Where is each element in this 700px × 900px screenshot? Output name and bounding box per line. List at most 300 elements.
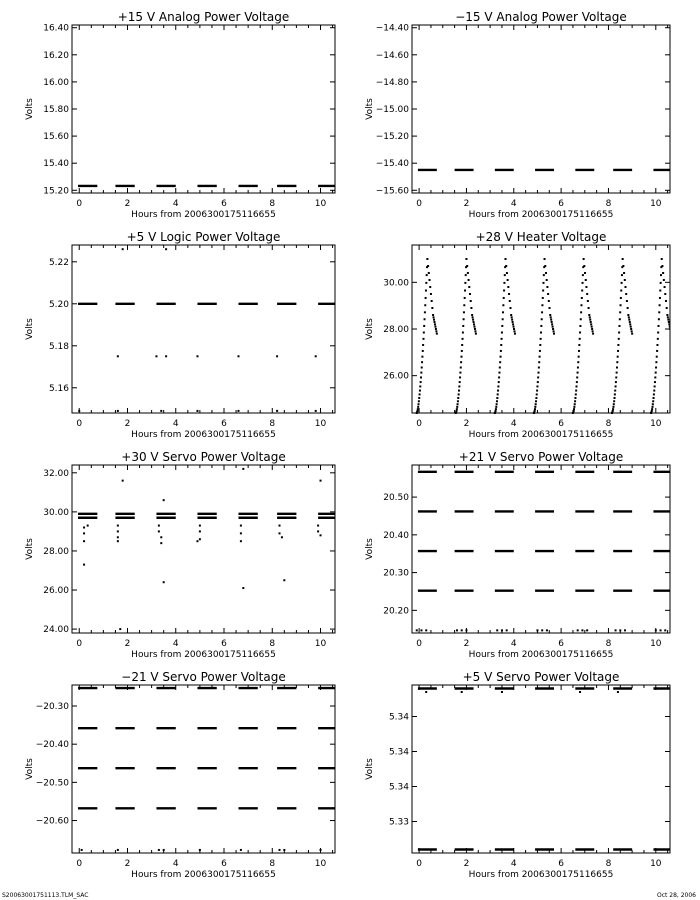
data-point (117, 536, 119, 538)
x-tick-label: 8 (269, 639, 276, 649)
data-point (417, 406, 419, 408)
data-point (536, 393, 538, 395)
data-point (504, 258, 506, 260)
data-point (240, 849, 242, 851)
data-point (613, 403, 615, 405)
y-tick-label: 5.34 (388, 782, 409, 793)
data-point (496, 400, 498, 402)
data-point (456, 406, 458, 408)
data-point (425, 282, 427, 284)
data-point (615, 385, 617, 387)
data-point (496, 403, 498, 405)
data-point (580, 318, 582, 320)
data-point (509, 307, 511, 309)
data-point (653, 390, 655, 392)
data-point (199, 525, 201, 527)
x-tick-label: 0 (76, 639, 83, 649)
data-point (667, 319, 669, 321)
data-point (654, 385, 656, 387)
data-point (117, 530, 119, 532)
data-point (513, 326, 515, 328)
x-tick-label: 4 (510, 859, 517, 869)
data-point (577, 361, 579, 363)
data-point (538, 361, 540, 363)
data-point (416, 410, 418, 412)
chart-panel-1 (25, 10, 335, 220)
data-point (546, 286, 548, 288)
data-point (83, 527, 85, 529)
data-point (616, 372, 618, 374)
chart-title: +21 V Servo Power Voltage (458, 450, 624, 464)
x-tick-label: 6 (558, 859, 564, 869)
data-point (199, 538, 201, 540)
data-point (473, 326, 475, 328)
y-axis-label: Volts (25, 98, 35, 120)
data-point (473, 321, 475, 323)
data-point (617, 356, 619, 358)
data-point (507, 279, 509, 281)
x-axis-label: Hours from 2006300175116655 (468, 870, 614, 880)
data-point (460, 356, 462, 358)
data-point (498, 381, 500, 383)
data-point (625, 293, 627, 295)
data-point (496, 397, 498, 399)
data-point (242, 587, 244, 589)
data-point (199, 849, 201, 851)
y-tick-label: −14.60 (375, 50, 409, 61)
x-tick-label: 10 (650, 639, 662, 649)
data-point (417, 408, 419, 410)
y-tick-label: 15.20 (43, 186, 69, 197)
data-point (465, 274, 467, 276)
data-point (652, 403, 654, 405)
data-point (419, 390, 421, 392)
data-point (592, 330, 594, 332)
data-point (455, 410, 457, 412)
data-point (500, 350, 502, 352)
data-point (581, 629, 583, 631)
x-tick-label: 0 (416, 639, 422, 649)
data-point (655, 629, 657, 631)
x-tick-label: 6 (558, 419, 564, 429)
data-point (117, 849, 119, 851)
data-point (502, 311, 504, 313)
y-tick-label: −20.40 (35, 740, 69, 751)
data-point (591, 328, 593, 330)
x-tick-label: 10 (650, 859, 662, 869)
data-point (457, 403, 459, 405)
y-tick-label: 20.50 (383, 493, 409, 504)
data-point (545, 272, 547, 274)
data-point (459, 376, 461, 378)
x-tick-label: 0 (416, 859, 422, 869)
chart-title: +28 V Heater Voltage (475, 230, 607, 244)
data-point (511, 316, 513, 318)
data-point (465, 258, 467, 260)
data-point (659, 297, 661, 299)
data-point (425, 691, 427, 693)
data-point (281, 536, 283, 538)
data-point (619, 629, 621, 631)
plot-frame (72, 245, 335, 413)
data-point (473, 323, 475, 325)
x-axis-label: Hours from 2006300175116655 (131, 430, 276, 440)
plot-frame (412, 685, 670, 853)
data-point (624, 279, 626, 281)
x-tick-label: 10 (314, 639, 327, 649)
x-tick-label: 6 (221, 419, 227, 429)
y-tick-label: −14.40 (375, 23, 409, 34)
x-tick-label: 0 (76, 859, 83, 869)
data-point (612, 410, 614, 412)
data-point (628, 316, 630, 318)
data-point (653, 393, 655, 395)
data-point (512, 323, 514, 325)
y-axis-label: Volts (365, 318, 375, 340)
y-tick-label: 15.80 (43, 105, 69, 115)
data-point (612, 408, 614, 410)
data-point (614, 390, 616, 392)
data-point (537, 376, 539, 378)
data-point (503, 290, 505, 292)
data-point (668, 321, 670, 323)
data-point (423, 325, 425, 327)
x-tick-label: 2 (463, 199, 470, 209)
data-point (501, 332, 503, 334)
data-point (119, 628, 121, 630)
x-tick-label: 8 (269, 199, 276, 209)
data-point (418, 397, 420, 399)
x-tick-label: 10 (314, 859, 327, 869)
data-point (551, 323, 553, 325)
data-point (548, 300, 550, 302)
data-point (421, 356, 423, 358)
y-axis-label: Volts (365, 538, 375, 560)
data-point (426, 274, 428, 276)
data-point (615, 376, 617, 378)
data-point (474, 328, 476, 330)
data-point (654, 376, 656, 378)
data-point (421, 361, 423, 363)
data-point (656, 350, 658, 352)
data-point (534, 410, 536, 412)
data-point (584, 272, 586, 274)
data-point (656, 356, 658, 358)
data-point (163, 849, 165, 851)
y-tick-label: 5.22 (48, 257, 69, 268)
y-tick-label: 5.20 (48, 299, 69, 310)
data-point (621, 282, 623, 284)
data-point (501, 629, 503, 631)
y-axis-label: Volts (25, 538, 35, 560)
data-point (419, 393, 421, 395)
data-point (458, 393, 460, 395)
data-point (658, 318, 660, 320)
data-point (544, 265, 546, 267)
data-point (468, 286, 470, 288)
data-point (464, 297, 466, 299)
data-point (498, 372, 500, 374)
data-point (514, 333, 516, 335)
data-point (536, 629, 538, 631)
data-point (576, 381, 578, 383)
data-point (430, 293, 432, 295)
data-point (538, 372, 540, 374)
footer-date: Oct 28, 2006 (657, 892, 696, 899)
data-point (655, 372, 657, 374)
data-point (620, 297, 622, 299)
data-point (655, 367, 657, 369)
x-tick-label: 8 (605, 859, 612, 869)
data-point (459, 381, 461, 383)
data-point (666, 314, 668, 316)
data-point (624, 629, 626, 631)
y-axis-label: Volts (365, 758, 375, 780)
data-point (510, 314, 512, 316)
x-tick-label: 2 (124, 859, 131, 869)
y-axis-label: Volts (365, 98, 375, 120)
data-point (589, 316, 591, 318)
data-point (420, 372, 422, 374)
data-point (429, 286, 431, 288)
data-point (497, 390, 499, 392)
data-point (573, 406, 575, 408)
data-point (317, 530, 319, 532)
data-point (540, 338, 542, 340)
data-point (464, 290, 466, 292)
data-point (499, 361, 501, 363)
data-point (504, 274, 506, 276)
y-tick-label: 20.40 (383, 530, 409, 541)
data-point (578, 356, 580, 358)
data-point (583, 258, 585, 260)
data-point (582, 282, 584, 284)
data-point (617, 691, 619, 693)
x-tick-label: 2 (463, 859, 470, 869)
data-point (463, 311, 465, 313)
data-point (237, 355, 239, 357)
data-point (546, 629, 548, 631)
data-point (500, 344, 502, 346)
y-tick-label: −20.60 (35, 816, 69, 827)
plot-data (416, 258, 672, 414)
data-point (196, 410, 198, 412)
data-point (463, 304, 465, 306)
data-point (199, 530, 201, 532)
data-point (539, 344, 541, 346)
data-point (461, 350, 463, 352)
data-point (431, 300, 433, 302)
data-point (240, 540, 242, 542)
data-point (623, 272, 625, 274)
chart-title: +5 V Logic Power Voltage (126, 230, 281, 244)
data-point (512, 321, 514, 323)
data-point (631, 330, 633, 332)
data-point (629, 323, 631, 325)
x-tick-label: 4 (172, 419, 179, 429)
chart-panel-7 (25, 670, 335, 880)
chart-title: −15 V Analog Power Voltage (455, 10, 627, 24)
data-point (626, 300, 628, 302)
data-point (462, 325, 464, 327)
data-point (579, 338, 581, 340)
data-point (495, 410, 497, 412)
data-point (578, 350, 580, 352)
data-point (242, 468, 244, 470)
data-point (657, 332, 659, 334)
y-tick-label: −15.00 (375, 105, 409, 115)
y-axis-label: Volts (25, 758, 35, 780)
data-point (496, 629, 498, 631)
data-point (578, 344, 580, 346)
data-point (87, 525, 89, 527)
y-tick-label: 28.00 (383, 325, 409, 335)
data-point (668, 323, 670, 325)
data-point (471, 314, 473, 316)
data-point (551, 321, 553, 323)
y-tick-label: 32.00 (43, 468, 69, 479)
x-tick-label: 4 (510, 419, 517, 429)
y-tick-label: −15.60 (375, 186, 409, 197)
data-point (662, 272, 664, 274)
data-point (615, 381, 617, 383)
data-point (461, 691, 463, 693)
data-point (534, 408, 536, 410)
data-point (535, 400, 537, 402)
chart-panel-4 (365, 230, 672, 440)
data-point (666, 307, 668, 309)
y-tick-label: 15.40 (43, 159, 69, 170)
data-point (276, 410, 278, 412)
y-tick-label: 16.40 (43, 23, 69, 34)
data-point (536, 385, 538, 387)
data-point (501, 338, 503, 340)
y-tick-label: −15.20 (375, 132, 409, 143)
x-tick-label: 4 (510, 639, 517, 649)
data-point (163, 499, 165, 501)
data-point (621, 274, 623, 276)
data-point (550, 319, 552, 321)
data-point (660, 282, 662, 284)
data-point (620, 290, 622, 292)
data-point (540, 325, 542, 327)
data-point (658, 311, 660, 313)
data-point (155, 355, 157, 357)
data-point (534, 406, 536, 408)
y-tick-label: 16.20 (43, 50, 69, 61)
data-point (508, 293, 510, 295)
data-point (538, 367, 540, 369)
x-tick-label: 2 (124, 419, 131, 429)
x-tick-label: 2 (124, 639, 131, 649)
data-point (613, 400, 615, 402)
data-point (537, 381, 539, 383)
data-point (466, 265, 468, 267)
data-point (117, 540, 119, 542)
data-point (661, 258, 663, 260)
data-point (320, 534, 322, 536)
data-point (464, 282, 466, 284)
data-point (160, 536, 162, 538)
data-point (425, 297, 427, 299)
y-tick-label: 16.00 (43, 77, 69, 88)
data-point (506, 272, 508, 274)
data-point (587, 300, 589, 302)
x-tick-label: 2 (463, 639, 470, 649)
data-point (237, 410, 239, 412)
data-point (83, 532, 85, 534)
data-point (657, 338, 659, 340)
data-point (495, 406, 497, 408)
data-point (580, 311, 582, 313)
data-point (422, 350, 424, 352)
data-point (463, 318, 465, 320)
data-point (552, 326, 554, 328)
data-point (165, 355, 167, 357)
data-point (573, 408, 575, 410)
data-point (586, 293, 588, 295)
data-point (432, 314, 434, 316)
data-point (546, 279, 548, 281)
data-point (163, 581, 165, 583)
data-point (503, 282, 505, 284)
data-point (158, 849, 160, 851)
data-point (422, 338, 424, 340)
data-point (505, 265, 507, 267)
data-point (631, 333, 633, 335)
y-tick-label: 26.00 (383, 371, 409, 382)
y-tick-label: 28.00 (43, 546, 69, 557)
data-point (475, 333, 477, 335)
data-point (618, 325, 620, 327)
plot-data (78, 688, 335, 851)
data-point (576, 385, 578, 387)
x-tick-label: 8 (269, 859, 276, 869)
data-point (499, 367, 501, 369)
data-point (614, 393, 616, 395)
data-point (591, 326, 593, 328)
data-point (420, 376, 422, 378)
data-point (422, 344, 424, 346)
data-point (616, 367, 618, 369)
data-point (470, 307, 472, 309)
data-point (424, 304, 426, 306)
data-point (418, 400, 420, 402)
data-point (513, 330, 515, 332)
data-point (540, 332, 542, 334)
y-axis-label: Volts (25, 318, 35, 340)
data-point (659, 290, 661, 292)
data-point (423, 332, 425, 334)
data-point (420, 381, 422, 383)
chart-title: −21 V Servo Power Voltage (121, 670, 286, 684)
data-point (458, 385, 460, 387)
data-point (651, 406, 653, 408)
data-point (469, 293, 471, 295)
data-point (588, 307, 590, 309)
data-point (576, 376, 578, 378)
y-tick-label: 24.00 (43, 625, 69, 636)
data-point (122, 480, 124, 482)
x-tick-label: 6 (221, 199, 227, 209)
x-tick-label: 10 (314, 199, 327, 209)
plot-data (416, 472, 670, 632)
data-point (588, 314, 590, 316)
data-point (665, 300, 667, 302)
y-tick-label: 5.18 (48, 341, 69, 352)
data-point (424, 318, 426, 320)
data-point (433, 319, 435, 321)
